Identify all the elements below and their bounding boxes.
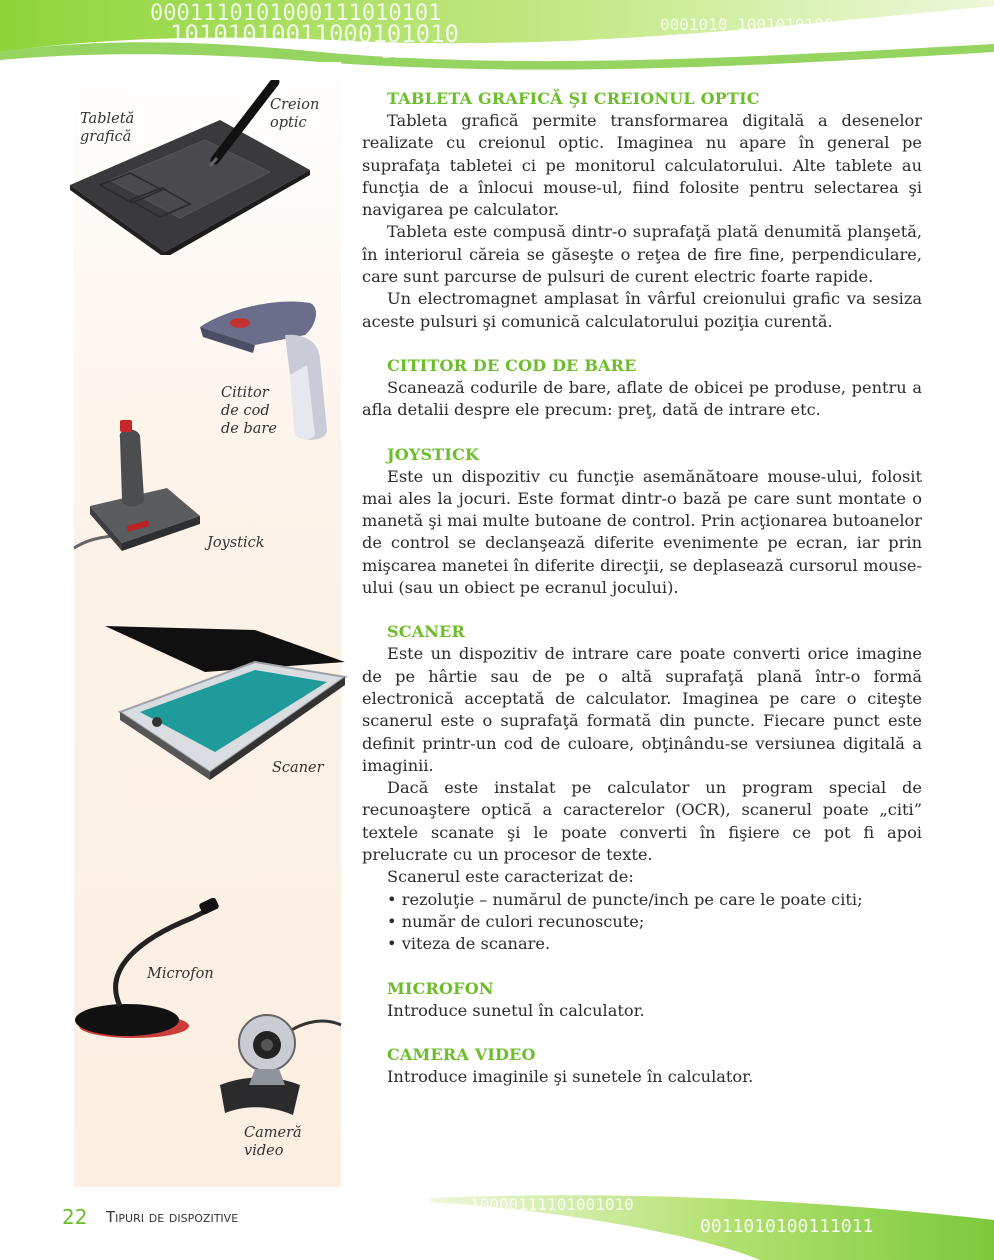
section-barcode-reader <box>362 355 922 422</box>
paragraph: Tableta grafică permite transformarea digitală a desenelor realizate cu creionul optic. Imaginea nu apare în general pe suprafaţa tabletei ci pe monitorul calculatorului. Alte tablete au funcţia de a înlocui mouse-ul, fiind folosite pentru selectarea şi navigarea pe calculator. <box>362 111 922 220</box>
caption-microphone: Microfon <box>147 966 214 982</box>
paragraph: Scanerul este caracterizat de: <box>387 867 634 887</box>
section-title: TABLETA GRAFICĂ ŞI CREIONUL OPTIC <box>387 89 760 108</box>
section-video-camera <box>362 1044 922 1088</box>
top-binary-line-4: 0001010 1001010100 <box>660 15 834 34</box>
section-title: CITITOR DE COD DE BARE <box>387 355 637 375</box>
caption-tablet: Tabletă grafică <box>80 111 135 145</box>
bottom-binary-line-1: 10000111101001010 <box>470 1195 634 1214</box>
caption-scanner: Scaner <box>272 760 324 776</box>
list-item: • rezoluţie – numărul de puncte/inch pe care le poate citi; <box>387 889 922 911</box>
section-scanner <box>362 621 922 955</box>
section-microphone <box>362 978 922 1022</box>
section-title: SCANER <box>387 622 466 642</box>
paragraph: Este un dispozitiv cu funcţie asemănătoare mouse-ului, folosit mai ales la jocuri. Este format dintr-o bază pe care sunt montate o manetă şi mai multe butoane de control. Prin acţionarea butoanelor de control se declanşează diferite evenimente pe ecran, iar prin mişcarea manetei în diferite direcţii, se deplasează cursorul mouse-ului (sau un obiect pe ecranul jocului). <box>362 466 922 598</box>
paragraph: Introduce sunetul în calculator. <box>387 1000 645 1020</box>
top-binary-line-1: 0001110101000111010101 <box>150 1 442 26</box>
top-binary-line-2: 10101010011000101010 <box>170 20 459 48</box>
webcam-image <box>215 1005 345 1125</box>
main-text-column <box>362 88 922 1088</box>
paragraph: Este un dispozitiv de intrare care poate converti orice imagine de pe hârtie sau de pe o altă suprafaţă plană într-o formă electronică acceptată de calculator. Imaginea pe care o citeşte scanerul este o suprafaţă formată din puncte. Fiecare punct este definit printr-un cod de culoare, obţinându-se versiunea digitală a imaginii. <box>362 644 922 775</box>
section-title: CAMERA VIDEO <box>387 1044 536 1064</box>
section-title: JOYSTICK <box>387 444 480 464</box>
paragraph: Tableta este compusă dintr-o suprafaţă plată denumită planşetă, în interiorul căreia se găseşte o reţea de fire fine, perpendiculare, care sunt parcurse de pulsuri de curent electric foarte rapide. <box>362 222 922 287</box>
page-number: 22 <box>62 1205 88 1229</box>
scanner-image <box>105 622 350 782</box>
paragraph: Un electromagnet amplasat în vârful creionului grafic va sesiza aceste pulsuri şi comunică calculatorului poziţia curentă. <box>362 289 922 331</box>
list-item: • număr de culori recunoscute; <box>387 911 922 933</box>
paragraph: Dacă este instalat pe calculator un program special de recunoaştere optică a caracterelor (OCR), scanerul poate „citi” textele scanate şi le poate converti în fişiere ce pot fi apoi prelucrate cu un procesor de texte. <box>362 778 922 865</box>
joystick-image <box>72 418 207 558</box>
top-binary-line-3: 1110001011001 <box>380 39 537 63</box>
section-title: MICROFON <box>387 978 494 998</box>
section-joystick <box>362 444 922 600</box>
caption-joystick: Joystick <box>207 535 265 551</box>
paragraph: Introduce imaginile şi sunetele în calculator. <box>387 1066 754 1086</box>
paragraph: Scanează codurile de bare, aflate de obicei pe produse, pentru a afla detalii despre ele precum: preţ, dată de intrare etc. <box>362 377 922 420</box>
section-graphics-tablet <box>362 88 922 333</box>
scanner-characteristics-list <box>362 889 922 956</box>
list-item: • viteza de scanare. <box>387 933 922 955</box>
bottom-binary-line-2: 0011010100111011 <box>700 1216 874 1237</box>
caption-video-camera: Cameră video <box>244 1125 302 1159</box>
caption-barcode-reader: Cititor de cod de bare <box>221 385 277 437</box>
caption-pen: Creion optic <box>270 97 320 131</box>
chapter-title: Tipuri de dispozitive <box>106 1208 239 1226</box>
